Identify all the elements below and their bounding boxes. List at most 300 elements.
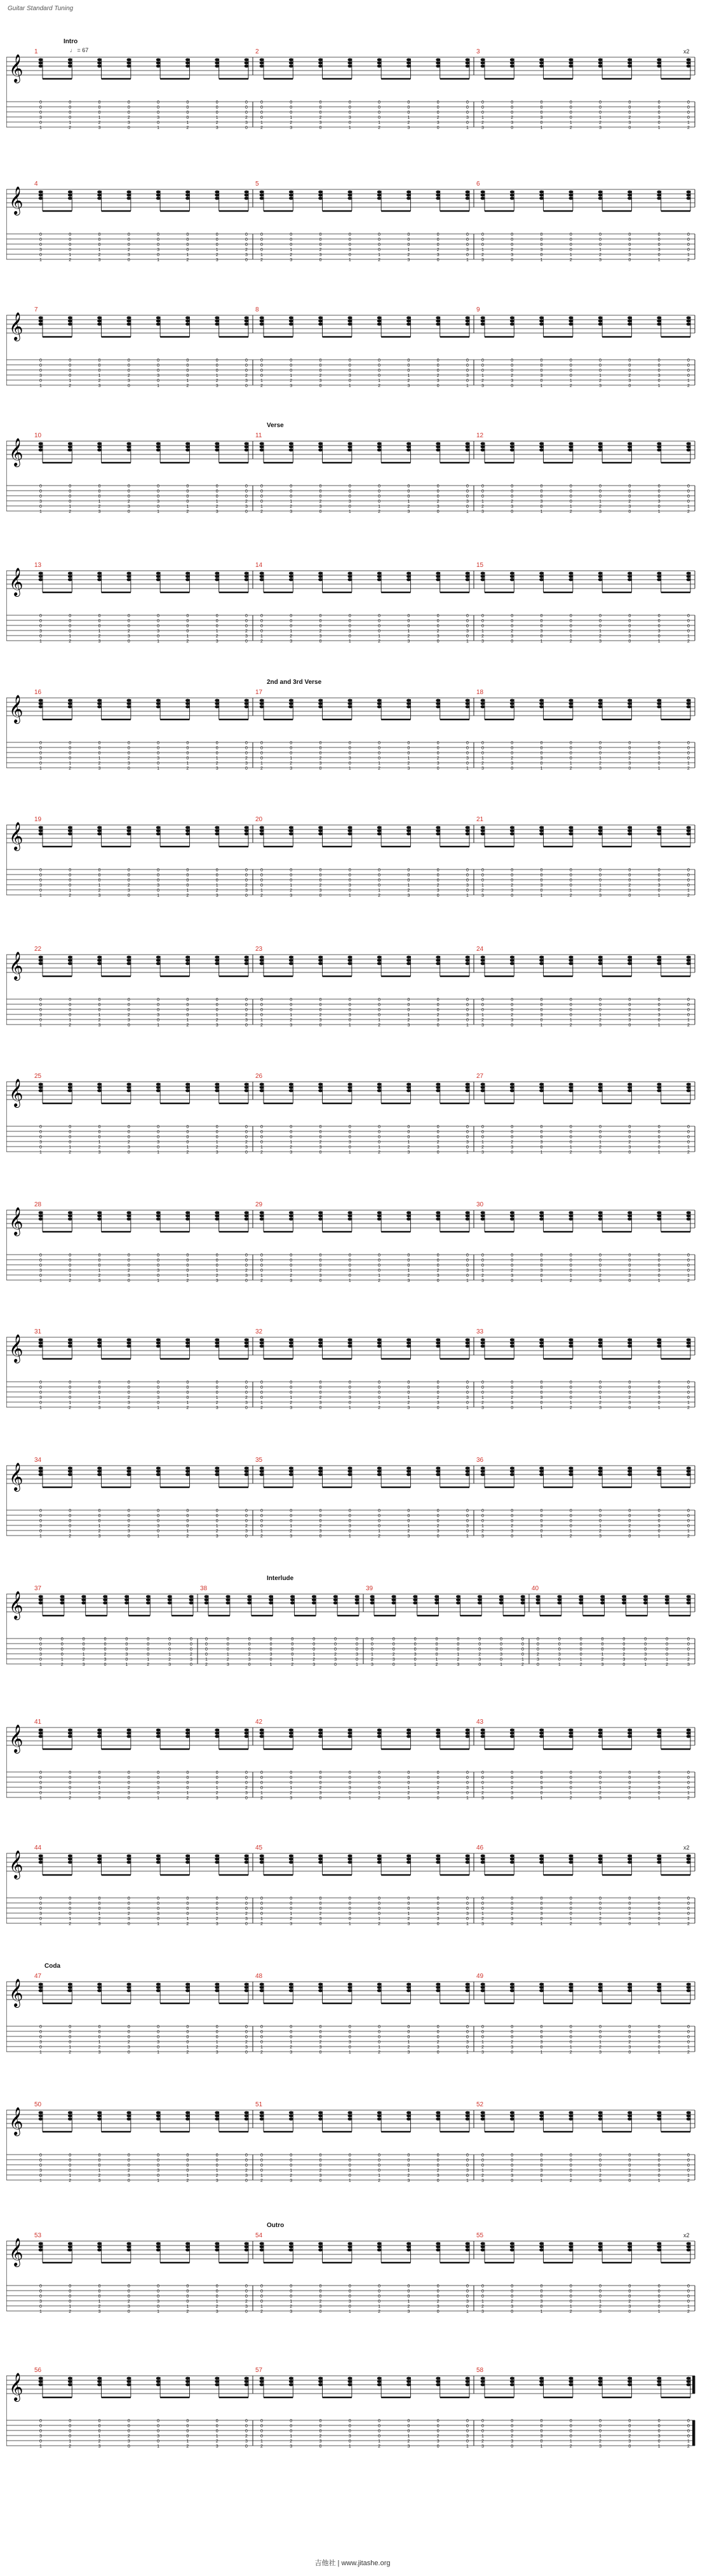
- svg-text:3: 3: [290, 1406, 293, 1410]
- svg-text:0: 0: [39, 369, 42, 373]
- svg-text:0: 0: [157, 1125, 160, 1129]
- svg-text:0: 0: [319, 1279, 322, 1283]
- svg-text:3: 3: [466, 116, 469, 120]
- svg-text:0: 0: [245, 358, 248, 363]
- chord-note: [521, 1595, 525, 1667]
- svg-text:0: 0: [291, 1647, 294, 1652]
- svg-text:0: 0: [378, 238, 381, 242]
- svg-text:0: 0: [39, 243, 42, 247]
- svg-text:0: 0: [687, 111, 690, 115]
- measure-number: 18: [476, 689, 484, 696]
- chord-note: [318, 1855, 323, 1926]
- chord-note: [687, 317, 691, 388]
- svg-text:0: 0: [290, 1130, 293, 1135]
- svg-text:3: 3: [687, 1663, 690, 1667]
- svg-text:0: 0: [60, 1653, 64, 1657]
- svg-text:1: 1: [687, 1917, 690, 1921]
- svg-text:0: 0: [540, 505, 543, 509]
- svg-text:0: 0: [413, 1642, 417, 1647]
- svg-text:0: 0: [436, 233, 440, 237]
- svg-text:0: 0: [481, 238, 484, 242]
- section-label: Intro: [64, 38, 78, 45]
- svg-text:3: 3: [511, 121, 514, 125]
- svg-text:0: 0: [392, 1647, 395, 1652]
- svg-text:2: 2: [378, 1922, 381, 1926]
- svg-text:0: 0: [481, 494, 484, 499]
- svg-text:0: 0: [569, 1776, 572, 1780]
- chord-note: [481, 956, 485, 1028]
- svg-text:1: 1: [599, 248, 602, 252]
- svg-text:3: 3: [319, 761, 322, 766]
- svg-text:3: 3: [481, 1279, 484, 1283]
- svg-text:0: 0: [540, 369, 543, 373]
- svg-text:0: 0: [157, 2030, 160, 2034]
- svg-text:1: 1: [39, 2050, 42, 2055]
- svg-text:0: 0: [215, 243, 218, 247]
- svg-text:3: 3: [157, 1912, 160, 1916]
- staff-system: [6, 296, 699, 398]
- svg-text:0: 0: [127, 741, 130, 746]
- treble-clef-icon: 𝄞: [9, 438, 24, 466]
- chord-note: [466, 1855, 470, 1926]
- svg-text:2: 2: [378, 384, 381, 388]
- svg-text:1: 1: [215, 1140, 218, 1145]
- svg-text:0: 0: [569, 1912, 572, 1916]
- svg-text:0: 0: [466, 505, 469, 509]
- svg-text:0: 0: [599, 1125, 602, 1129]
- svg-text:2: 2: [69, 1279, 72, 1283]
- svg-text:0: 0: [540, 741, 543, 746]
- svg-text:2: 2: [98, 1529, 101, 1534]
- svg-text:2: 2: [260, 1150, 263, 1155]
- svg-text:0: 0: [69, 878, 72, 883]
- svg-text:1: 1: [348, 2050, 351, 2055]
- treble-clef-icon: 𝄞: [9, 2238, 24, 2266]
- chord-note: [377, 1729, 382, 1801]
- svg-text:3: 3: [319, 121, 322, 125]
- chord-note: [377, 1467, 382, 1539]
- svg-text:0: 0: [39, 741, 42, 746]
- treble-clef-icon: 𝄞: [9, 1850, 24, 1878]
- chord-note: [318, 58, 323, 130]
- svg-text:0: 0: [569, 1897, 572, 1901]
- svg-text:1: 1: [260, 1145, 263, 1150]
- chord-note: [436, 2242, 440, 2314]
- svg-text:0: 0: [511, 1796, 514, 1801]
- chord-note: [68, 191, 72, 262]
- svg-text:1: 1: [657, 510, 661, 514]
- svg-text:0: 0: [569, 1509, 572, 1513]
- svg-text:0: 0: [628, 106, 631, 110]
- svg-text:2: 2: [334, 1653, 337, 1657]
- svg-text:0: 0: [98, 1264, 101, 1268]
- svg-text:2: 2: [319, 883, 322, 888]
- svg-text:0: 0: [511, 1534, 514, 1539]
- chord-note: [215, 1729, 219, 1801]
- svg-text:0: 0: [378, 116, 381, 120]
- svg-text:0: 0: [260, 1514, 263, 1518]
- svg-text:0: 0: [644, 1647, 647, 1652]
- svg-text:0: 0: [407, 1897, 410, 1901]
- chord-note: [289, 2242, 293, 2314]
- svg-text:2: 2: [407, 253, 410, 257]
- svg-text:3: 3: [127, 1018, 130, 1023]
- svg-text:0: 0: [569, 746, 572, 751]
- chord-note: [539, 442, 544, 514]
- svg-text:3: 3: [371, 1663, 373, 1667]
- svg-text:0: 0: [599, 1776, 602, 1780]
- svg-text:1: 1: [98, 500, 101, 504]
- chord-note: [657, 1983, 661, 2055]
- chord-note: [215, 1467, 219, 1539]
- svg-text:0: 0: [378, 358, 381, 363]
- svg-text:0: 0: [540, 1135, 543, 1140]
- svg-text:3: 3: [540, 374, 543, 378]
- svg-text:0: 0: [628, 894, 631, 898]
- svg-text:1: 1: [407, 1396, 410, 1400]
- chord-note: [539, 699, 544, 771]
- svg-text:0: 0: [628, 100, 631, 105]
- chord-note: [568, 58, 573, 130]
- svg-text:0: 0: [378, 1135, 381, 1140]
- svg-text:0: 0: [599, 1391, 602, 1395]
- svg-text:0: 0: [69, 238, 72, 242]
- svg-text:0: 0: [157, 1386, 160, 1390]
- svg-text:3: 3: [98, 1406, 101, 1410]
- svg-text:3: 3: [157, 1786, 160, 1790]
- svg-text:0: 0: [378, 1897, 381, 1901]
- svg-text:0: 0: [127, 1771, 130, 1775]
- svg-text:0: 0: [245, 624, 248, 629]
- svg-text:1: 1: [69, 1917, 72, 1921]
- svg-text:1: 1: [378, 1917, 381, 1921]
- svg-text:0: 0: [215, 998, 218, 1002]
- svg-text:3: 3: [436, 1791, 440, 1796]
- svg-text:0: 0: [407, 624, 410, 629]
- svg-text:1: 1: [407, 1912, 410, 1916]
- svg-text:0: 0: [657, 1781, 661, 1785]
- svg-text:2: 2: [127, 629, 130, 634]
- svg-text:0: 0: [319, 873, 322, 878]
- svg-text:3: 3: [269, 1653, 272, 1657]
- svg-text:0: 0: [601, 1647, 604, 1652]
- chord-note: [687, 1211, 691, 1283]
- svg-text:0: 0: [290, 369, 293, 373]
- svg-text:0: 0: [260, 2030, 263, 2034]
- svg-text:0: 0: [215, 746, 218, 751]
- svg-text:2: 2: [319, 629, 322, 634]
- svg-text:3: 3: [348, 1912, 351, 1916]
- svg-text:0: 0: [657, 1529, 661, 1534]
- svg-text:1: 1: [407, 1786, 410, 1790]
- svg-text:0: 0: [511, 1253, 514, 1258]
- svg-text:3: 3: [407, 639, 410, 644]
- svg-text:0: 0: [319, 126, 322, 130]
- svg-text:0: 0: [215, 1509, 218, 1513]
- svg-text:0: 0: [39, 121, 42, 125]
- chord-note: [215, 1983, 219, 2055]
- svg-text:0: 0: [186, 1902, 189, 1906]
- chord-note: [687, 572, 691, 644]
- svg-text:0: 0: [599, 238, 602, 242]
- svg-text:1: 1: [657, 1406, 661, 1410]
- svg-text:3: 3: [215, 1796, 218, 1801]
- staff-system: [6, 1447, 699, 1548]
- svg-text:0: 0: [39, 1380, 42, 1385]
- svg-text:0: 0: [319, 1902, 322, 1906]
- svg-text:3: 3: [98, 894, 101, 898]
- svg-text:0: 0: [348, 614, 351, 618]
- svg-text:0: 0: [436, 489, 440, 494]
- svg-text:0: 0: [436, 1258, 440, 1263]
- svg-text:0: 0: [319, 624, 322, 629]
- chord-note: [687, 1983, 691, 2055]
- svg-text:0: 0: [245, 494, 248, 499]
- svg-text:3: 3: [466, 883, 469, 888]
- chord-note: [600, 1595, 605, 1667]
- chord-note: [643, 1595, 648, 1667]
- chord-note: [215, 1855, 219, 1926]
- svg-text:0: 0: [407, 868, 410, 873]
- svg-text:2: 2: [436, 2040, 440, 2045]
- svg-text:1: 1: [290, 500, 293, 504]
- svg-text:0: 0: [319, 1534, 322, 1539]
- svg-text:0: 0: [157, 1529, 160, 1534]
- svg-text:0: 0: [466, 1258, 469, 1263]
- svg-text:3: 3: [599, 258, 602, 262]
- svg-text:0: 0: [334, 1642, 337, 1647]
- svg-text:0: 0: [457, 1642, 460, 1647]
- svg-text:1: 1: [260, 1791, 263, 1796]
- svg-text:0: 0: [435, 1647, 438, 1652]
- svg-text:0: 0: [186, 494, 189, 499]
- chord-note: [466, 572, 470, 644]
- svg-text:2: 2: [245, 2040, 248, 2045]
- svg-text:0: 0: [215, 614, 218, 618]
- chord-note: [598, 1339, 603, 1410]
- svg-text:0: 0: [540, 489, 543, 494]
- svg-text:2: 2: [260, 1922, 263, 1926]
- svg-text:3: 3: [319, 1401, 322, 1405]
- svg-text:3: 3: [407, 1922, 410, 1926]
- svg-text:0: 0: [260, 484, 263, 489]
- svg-text:1: 1: [466, 767, 469, 771]
- svg-text:1: 1: [186, 253, 189, 257]
- svg-text:0: 0: [39, 379, 42, 383]
- svg-text:0: 0: [245, 238, 248, 242]
- chord-note: [289, 572, 293, 644]
- svg-text:1: 1: [290, 883, 293, 888]
- svg-text:0: 0: [599, 106, 602, 110]
- svg-text:1: 1: [168, 1653, 171, 1657]
- svg-text:0: 0: [290, 1253, 293, 1258]
- svg-text:0: 0: [511, 238, 514, 242]
- svg-text:0: 0: [260, 1135, 263, 1140]
- svg-text:1: 1: [378, 1791, 381, 1796]
- svg-text:0: 0: [319, 1776, 322, 1780]
- svg-text:0: 0: [69, 1514, 72, 1518]
- chord-note: [289, 58, 293, 130]
- svg-text:3: 3: [215, 384, 218, 388]
- svg-text:0: 0: [407, 1130, 410, 1135]
- svg-text:0: 0: [378, 1786, 381, 1790]
- svg-text:0: 0: [39, 489, 42, 494]
- svg-text:0: 0: [186, 1380, 189, 1385]
- svg-text:0: 0: [628, 998, 631, 1002]
- svg-text:3: 3: [481, 1023, 484, 1028]
- svg-text:2: 2: [601, 1658, 604, 1662]
- svg-text:1: 1: [599, 1269, 602, 1273]
- svg-text:1: 1: [348, 1796, 351, 1801]
- svg-text:2: 2: [511, 500, 514, 504]
- svg-text:0: 0: [687, 1786, 690, 1790]
- chord-note: [39, 2377, 43, 2449]
- svg-text:0: 0: [407, 1380, 410, 1385]
- svg-text:3: 3: [466, 1396, 469, 1400]
- svg-text:2: 2: [436, 1524, 440, 1529]
- svg-text:0: 0: [215, 1781, 218, 1785]
- svg-text:0: 0: [290, 868, 293, 873]
- svg-text:2: 2: [569, 1023, 572, 1028]
- svg-text:3: 3: [599, 1406, 602, 1410]
- svg-text:0: 0: [657, 1776, 661, 1780]
- svg-text:0: 0: [127, 1534, 130, 1539]
- svg-text:0: 0: [569, 741, 572, 746]
- svg-text:0: 0: [657, 761, 661, 766]
- svg-text:0: 0: [466, 1519, 469, 1523]
- chord-note: [185, 1467, 190, 1539]
- svg-text:0: 0: [599, 751, 602, 756]
- svg-text:3: 3: [127, 505, 130, 509]
- svg-text:3: 3: [127, 1401, 130, 1405]
- svg-text:0: 0: [82, 1637, 85, 1642]
- chord-note: [628, 442, 632, 514]
- svg-text:0: 0: [628, 767, 631, 771]
- svg-text:0: 0: [569, 624, 572, 629]
- chord-note: [289, 1083, 293, 1155]
- svg-text:2: 2: [127, 1269, 130, 1273]
- svg-text:0: 0: [69, 1781, 72, 1785]
- svg-text:1: 1: [39, 1796, 42, 1801]
- svg-text:2: 2: [290, 2045, 293, 2050]
- svg-text:3: 3: [98, 1534, 101, 1539]
- chord-note: [657, 191, 661, 262]
- svg-text:0: 0: [348, 494, 351, 499]
- svg-text:1: 1: [657, 894, 661, 898]
- svg-text:0: 0: [215, 1902, 218, 1906]
- svg-text:0: 0: [290, 1135, 293, 1140]
- svg-text:0: 0: [319, 746, 322, 751]
- svg-text:0: 0: [657, 1018, 661, 1023]
- chord-note: [481, 826, 485, 898]
- svg-text:0: 0: [657, 746, 661, 751]
- measure-number: 53: [34, 2232, 42, 2239]
- svg-text:1: 1: [69, 505, 72, 509]
- chord-note: [510, 1729, 514, 1801]
- svg-text:1: 1: [407, 1013, 410, 1018]
- chord-note: [39, 1467, 43, 1539]
- svg-text:3: 3: [245, 1917, 248, 1921]
- svg-text:3: 3: [657, 1912, 661, 1916]
- svg-text:0: 0: [319, 1519, 322, 1523]
- svg-text:0: 0: [511, 1125, 514, 1129]
- chord-note: [245, 1467, 249, 1539]
- svg-text:0: 0: [579, 1647, 582, 1652]
- svg-text:0: 0: [319, 741, 322, 746]
- svg-text:0: 0: [599, 1380, 602, 1385]
- svg-text:0: 0: [39, 505, 42, 509]
- svg-text:0: 0: [657, 505, 661, 509]
- svg-text:1: 1: [157, 1534, 160, 1539]
- svg-text:0: 0: [348, 111, 351, 115]
- svg-text:0: 0: [500, 1637, 503, 1642]
- svg-text:0: 0: [657, 619, 661, 624]
- svg-text:1: 1: [69, 634, 72, 639]
- svg-text:0: 0: [157, 243, 160, 247]
- svg-text:2: 2: [69, 1150, 72, 1155]
- svg-text:0: 0: [511, 126, 514, 130]
- chord-note: [377, 1339, 382, 1410]
- chord-note: [347, 1467, 352, 1539]
- chord-note: [126, 2377, 131, 2449]
- svg-text:2: 2: [569, 894, 572, 898]
- svg-text:1: 1: [407, 756, 410, 761]
- svg-text:0: 0: [157, 106, 160, 110]
- svg-text:0: 0: [157, 889, 160, 893]
- svg-text:0: 0: [39, 1514, 42, 1518]
- svg-text:0: 0: [466, 998, 469, 1002]
- svg-text:0: 0: [521, 1642, 524, 1647]
- svg-text:0: 0: [687, 500, 690, 504]
- chord-note: [39, 1855, 43, 1926]
- svg-text:0: 0: [186, 1135, 189, 1140]
- svg-text:2: 2: [628, 248, 631, 252]
- svg-text:2: 2: [481, 1018, 484, 1023]
- svg-text:0: 0: [98, 2035, 101, 2040]
- chord-note: [510, 1983, 514, 2055]
- svg-text:0: 0: [69, 494, 72, 499]
- svg-text:1: 1: [157, 1922, 160, 1926]
- svg-text:0: 0: [599, 624, 602, 629]
- svg-text:0: 0: [378, 751, 381, 756]
- svg-text:0: 0: [245, 510, 248, 514]
- svg-text:3: 3: [127, 1274, 130, 1278]
- svg-text:2: 2: [245, 500, 248, 504]
- svg-text:1: 1: [481, 2040, 484, 2045]
- svg-text:0: 0: [481, 878, 484, 883]
- svg-text:0: 0: [69, 1509, 72, 1513]
- svg-text:2: 2: [687, 384, 690, 388]
- svg-text:0: 0: [378, 2035, 381, 2040]
- svg-text:2: 2: [436, 629, 440, 634]
- svg-text:1: 1: [98, 1396, 101, 1400]
- svg-text:0: 0: [687, 878, 690, 883]
- svg-text:2: 2: [319, 1140, 322, 1145]
- svg-text:0: 0: [540, 761, 543, 766]
- svg-text:0: 0: [348, 1791, 351, 1796]
- section-label: Interlude: [267, 1575, 294, 1582]
- chord-note: [68, 2242, 72, 2314]
- svg-text:0: 0: [687, 1386, 690, 1390]
- svg-text:0: 0: [260, 2035, 263, 2040]
- svg-text:3: 3: [466, 756, 469, 761]
- svg-text:1: 1: [348, 1922, 351, 1926]
- svg-text:0: 0: [127, 1391, 130, 1395]
- svg-text:3: 3: [319, 505, 322, 509]
- svg-text:0: 0: [378, 868, 381, 873]
- svg-text:3: 3: [245, 1529, 248, 1534]
- svg-text:0: 0: [98, 1907, 101, 1911]
